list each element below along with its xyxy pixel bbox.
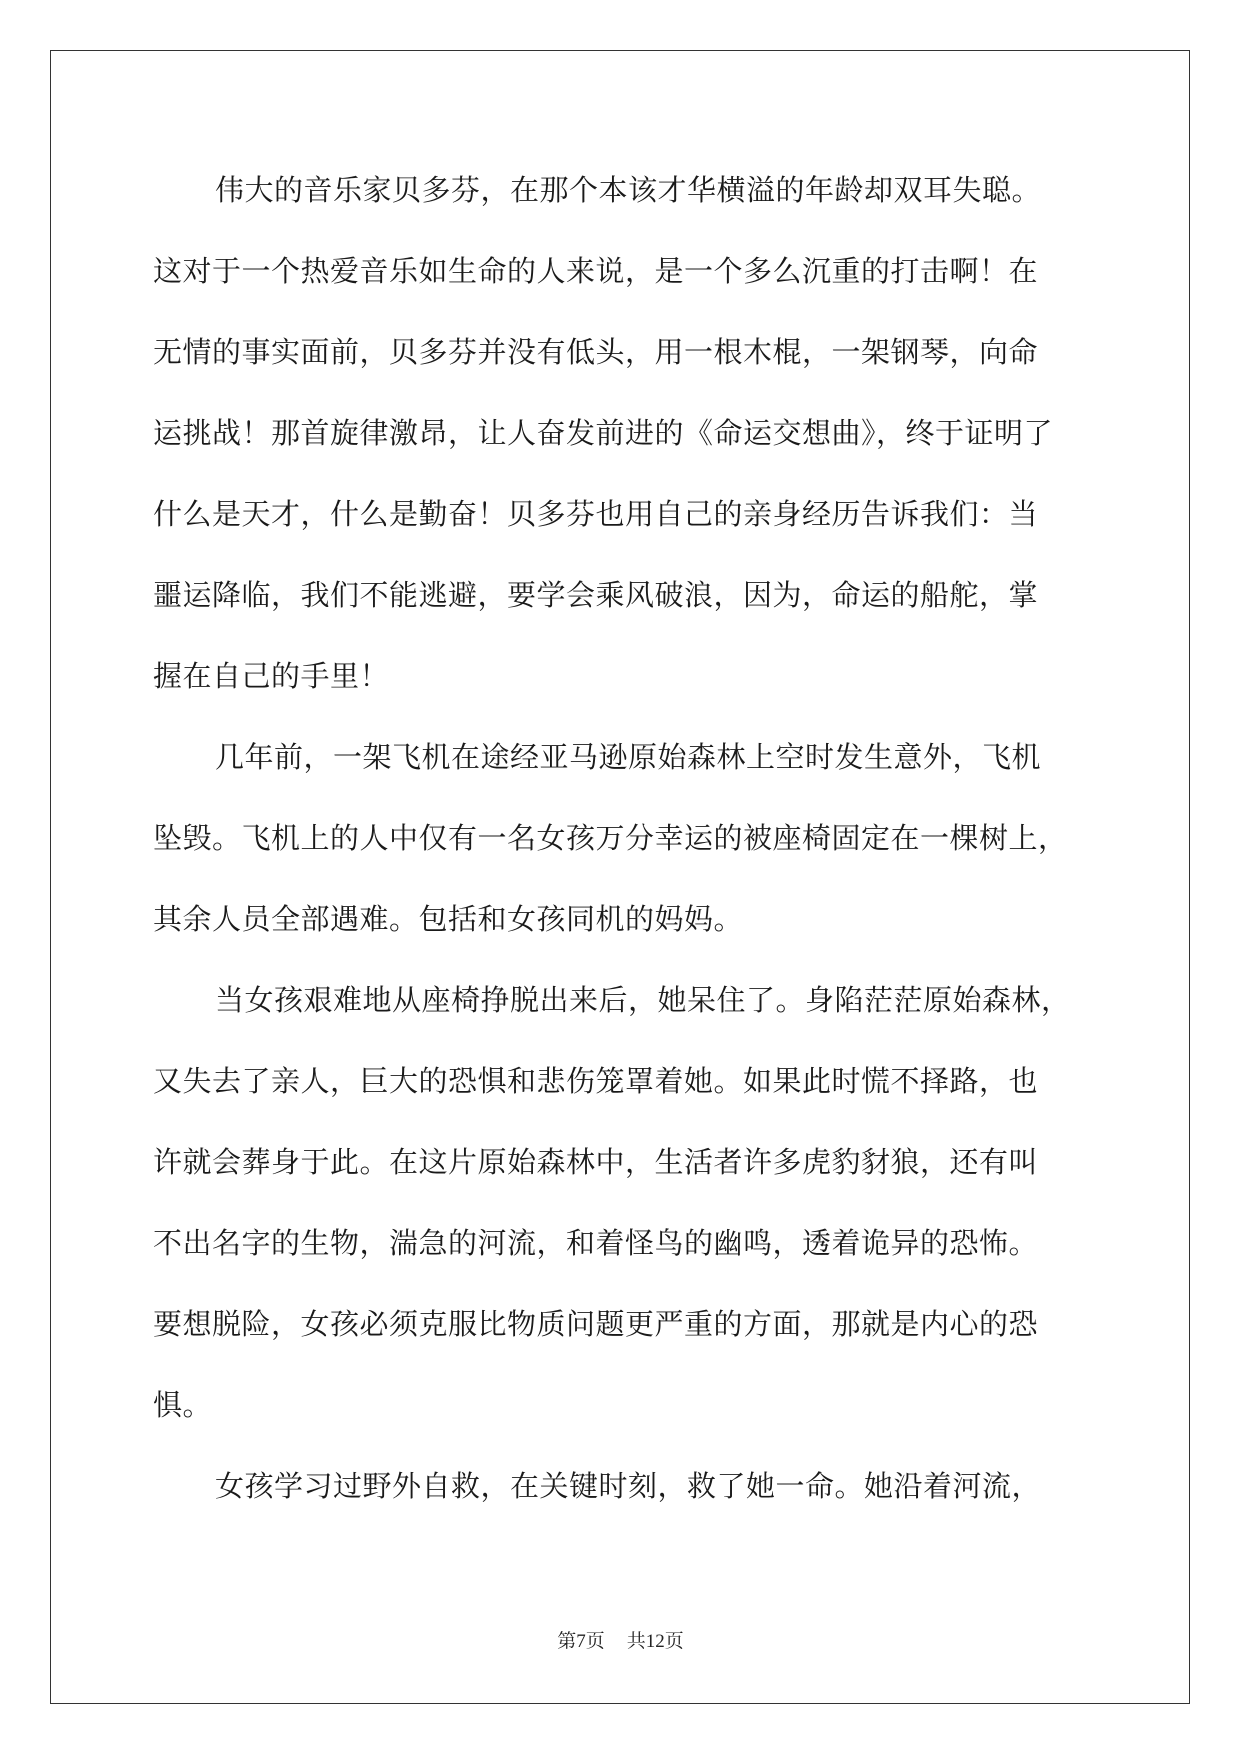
text-line: 伟大的音乐家贝多芬，在那个本该才华横溢的年龄却双耳失聪。 — [215, 173, 1042, 207]
text-line: 其余人员全部遇难。包括和女孩同机的妈妈。 — [153, 902, 744, 936]
text-line: 女孩学习过野外自救，在关键时刻，救了她一命。她沿着河流， — [215, 1469, 1042, 1503]
text-line: 噩运降临，我们不能逃避，要学会乘风破浪，因为，命运的船舵，掌 — [153, 578, 1039, 612]
text-line: 什么是天才，什么是勤奋！贝多芬也用自己的亲身经历告诉我们：当 — [153, 497, 1039, 531]
text-line: 许就会葬身于此。在这片原始森林中，生活者许多虎豹豺狼，还有叫 — [153, 1145, 1039, 1179]
text-line: 坠毁。飞机上的人中仅有一名女孩万分幸运的被座椅固定在一棵树上， — [153, 821, 1068, 855]
text-line: 惧。 — [153, 1388, 213, 1422]
page-number: 第7页 — [557, 1631, 605, 1652]
text-line: 这对于一个热爱音乐如生命的人来说，是一个多么沉重的打击啊！在 — [153, 254, 1039, 288]
page-footer — [0, 1626, 1241, 1653]
text-line: 几年前，一架飞机在途经亚马逊原始森林上空时发生意外，飞机 — [215, 740, 1042, 774]
text-line: 握在自己的手里！ — [153, 659, 390, 693]
document-body — [153, 150, 1093, 1527]
text-line: 当女孩艰难地从座椅挣脱出来后，她呆住了。身陷茫茫原始森林， — [215, 983, 1071, 1017]
page-total: 共12页 — [626, 1631, 684, 1652]
text-line: 运挑战！那首旋律激昂，让人奋发前进的《命运交想曲》，终于证明了 — [153, 416, 1054, 450]
text-line: 又失去了亲人，巨大的恐惧和悲伤笼罩着她。如果此时慌不择路，也 — [153, 1064, 1039, 1098]
text-line: 无情的事实面前，贝多芬并没有低头，用一根木棍，一架钢琴，向命 — [153, 335, 1039, 369]
text-line: 要想脱险，女孩必须克服比物质问题更严重的方面，那就是内心的恐 — [153, 1307, 1039, 1341]
text-line: 不出名字的生物，湍急的河流，和着怪鸟的幽鸣，透着诡异的恐怖。 — [153, 1226, 1039, 1260]
